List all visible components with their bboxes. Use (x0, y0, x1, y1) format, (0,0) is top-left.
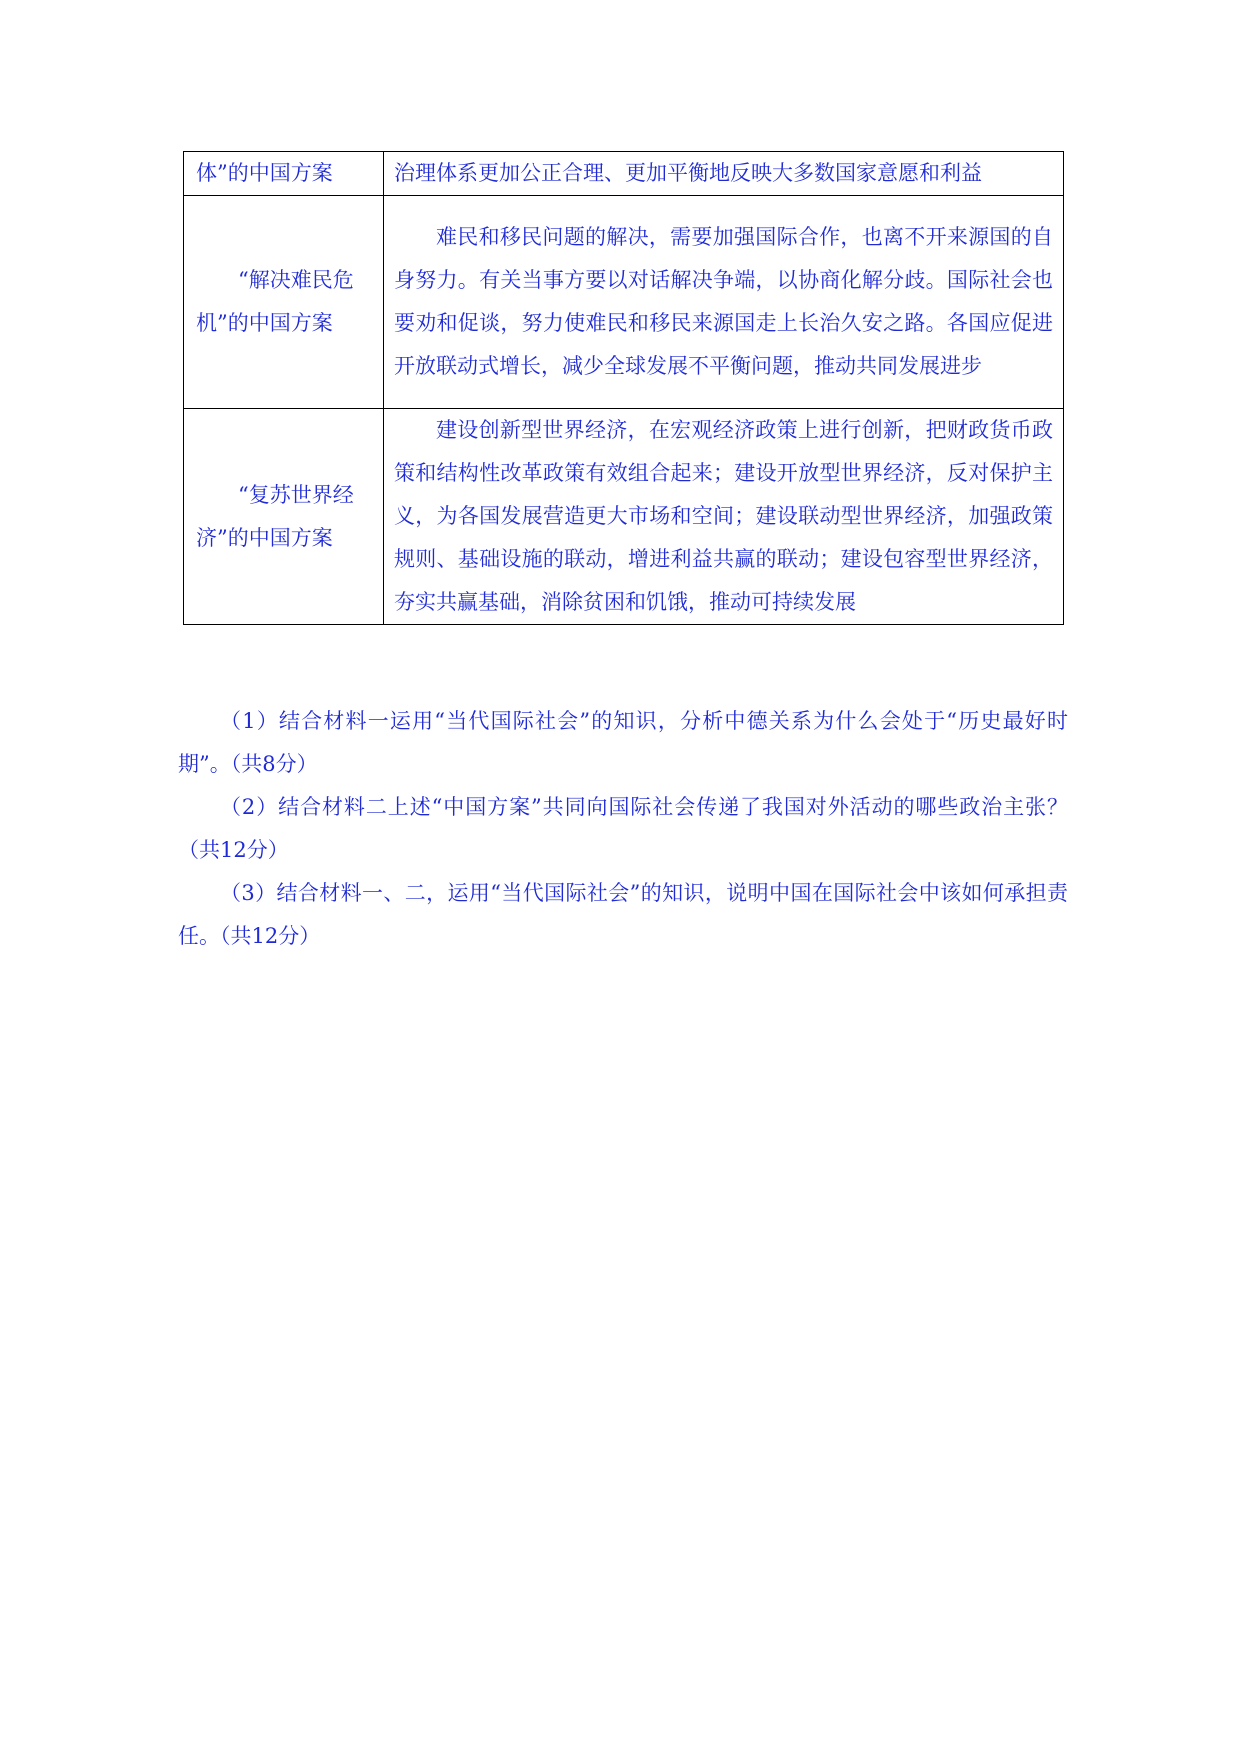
table-row (184, 409, 1064, 625)
question-list (178, 700, 1068, 958)
question-3: （3）结合材料一、二，运用“当代国际社会”的知识，说明中国在国际社会中该如何承担责任。（共12分） (178, 881, 1068, 948)
table-row-label: “解决难民危机”的中国方案 (184, 196, 384, 409)
table-row-content: 治理体系更加公正合理、更加平衡地反映大多数国家意愿和利益 (384, 152, 1064, 196)
table-row-content: 建设创新型世界经济，在宏观经济政策上进行创新，把财政货币政策和结构性改革政策有效组合起来；建设开放型世界经济，反对保护主义，为各国发展营造更大市场和空间；建设联动型世界经济，加强政策规则、基础设施的联动，增进利益共赢的联动；建设包容型世界经济，夯实共赢基础，消除贫困和饥饿，推动可持续发展 (384, 409, 1064, 625)
table-row (184, 152, 1064, 196)
question-2: （2）结合材料二上述“中国方案”共同向国际社会传递了我国对外活动的哪些政治主张？（共12分） (178, 795, 1068, 862)
china-plan-table (183, 151, 1064, 625)
table-row-label: “复苏世界经济”的中国方案 (184, 409, 384, 625)
table-row-content: 难民和移民问题的解决，需要加强国际合作，也离不开来源国的自身努力。有关当事方要以对话解决争端，以协商化解分歧。国际社会也要劝和促谈，努力使难民和移民来源国走上长治久安之路。各国应促进开放联动式增长，减少全球发展不平衡问题，推动共同发展进步 (384, 196, 1064, 409)
table-row (184, 196, 1064, 409)
question-1: （1）结合材料一运用“当代国际社会”的知识，分析中德关系为什么会处于“历史最好时期”。（共8分） (178, 709, 1068, 776)
table-row-label: 体”的中国方案 (184, 152, 384, 196)
